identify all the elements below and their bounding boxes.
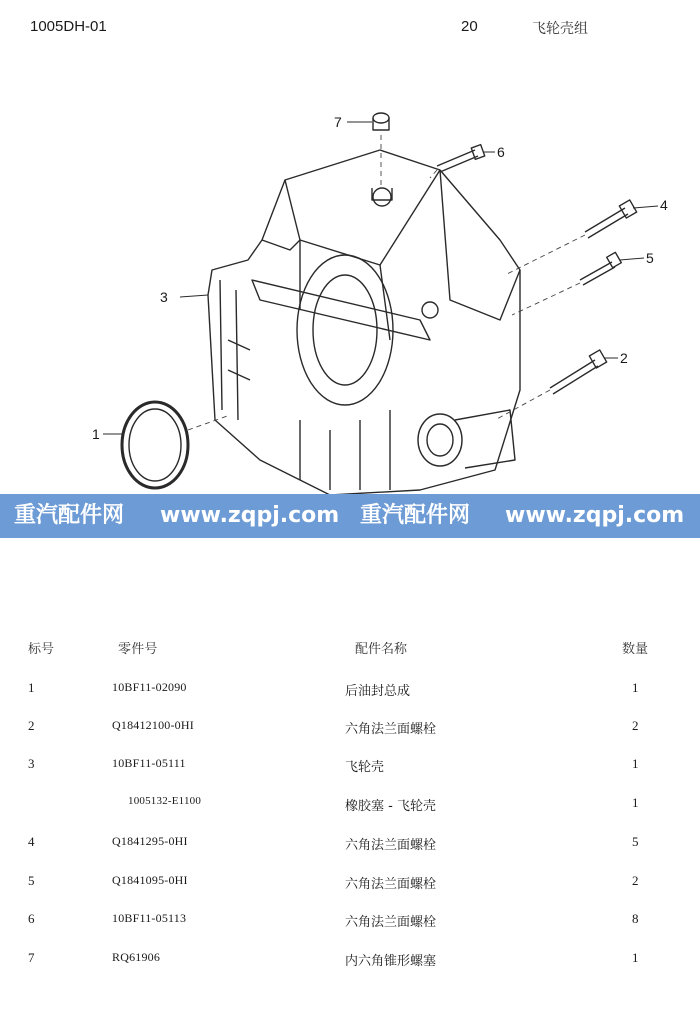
plug-7: [373, 113, 389, 123]
callout-6: 6: [497, 144, 505, 160]
watermark-url-2: www.zqpj.com: [505, 503, 685, 528]
row-idx: 2: [28, 718, 35, 733]
table-row: [0, 946, 700, 970]
bolt-2: [550, 360, 598, 394]
row-name: 六角法兰面螺栓: [345, 915, 437, 930]
row-qty: 8: [632, 911, 639, 926]
row-name: 飞轮壳: [345, 760, 385, 775]
table-row: [0, 676, 700, 700]
header-qty: 数量: [622, 642, 649, 657]
row-code: 1005132-E1100: [128, 795, 202, 807]
page-number: 20: [461, 18, 478, 35]
exploded-diagram: [0, 90, 700, 510]
page-title: 飞轮壳组: [532, 21, 588, 37]
callout-7: 7: [334, 114, 342, 130]
bracket-arm: [252, 280, 430, 340]
row-name: 橡胶塞 - 飞轮壳: [345, 799, 436, 814]
row-idx: 4: [28, 834, 35, 849]
header-code: 零件号: [118, 642, 158, 657]
watermark-banner: [0, 494, 700, 538]
row-idx: 7: [28, 950, 35, 965]
bolt-6: [437, 150, 478, 172]
bolt-4: [585, 208, 628, 238]
row-idx: 3: [28, 756, 35, 771]
header-name: 配件名称: [355, 642, 408, 657]
table-row: [0, 869, 700, 893]
table-row: [0, 907, 700, 931]
row-code: 10BF11-05111: [112, 756, 186, 770]
row-code: Q1841295-0HI: [112, 834, 188, 848]
row-code: Q18412100-0HI: [112, 718, 194, 732]
row-qty: 1: [632, 756, 639, 771]
table-row: [0, 830, 700, 854]
row-name: 六角法兰面螺栓: [345, 877, 437, 892]
row-idx: 1: [28, 680, 35, 695]
table-row: [0, 752, 700, 776]
row-idx: 5: [28, 873, 35, 888]
callout-1: 1: [92, 426, 100, 442]
housing-top-rib: [285, 170, 440, 265]
row-name: 六角法兰面螺栓: [345, 722, 437, 737]
callout-4: 4: [660, 197, 668, 213]
row-qty: 2: [632, 718, 639, 733]
row-qty: 2: [632, 873, 639, 888]
row-qty: 5: [632, 834, 639, 849]
catalog-code: 1005DH-01: [30, 18, 107, 35]
header-idx: 标号: [28, 641, 55, 656]
row-code: Q1841095-0HI: [112, 873, 188, 887]
housing-outline: [208, 150, 520, 495]
starter-port: [418, 414, 462, 466]
table-header-row: [0, 634, 700, 658]
rear-oil-seal: [122, 402, 188, 488]
row-qty: 1: [632, 950, 639, 965]
callout-3: 3: [160, 289, 168, 305]
row-qty: 1: [632, 680, 639, 695]
row-name: 内六角锥形螺塞: [345, 954, 437, 969]
flywheel-bore: [297, 255, 393, 405]
row-qty: 1: [632, 795, 639, 810]
row-code: 10BF11-05113: [112, 911, 187, 925]
row-code: 10BF11-02090: [112, 680, 187, 694]
row-idx: 6: [28, 911, 35, 926]
row-name: 后油封总成: [345, 684, 411, 699]
table-row: [0, 791, 700, 815]
page-header: [0, 14, 700, 40]
row-code: RQ61906: [112, 950, 161, 964]
bolt-5: [580, 262, 615, 285]
row-name: 六角法兰面螺栓: [345, 838, 437, 853]
watermark-text-2: 重汽配件网: [360, 503, 471, 528]
watermark-url-1: www.zqpj.com: [160, 503, 340, 528]
callout-5: 5: [646, 250, 654, 266]
callout-2: 2: [620, 350, 628, 366]
table-row: [0, 714, 700, 738]
watermark-text-1: 重汽配件网: [14, 503, 125, 528]
